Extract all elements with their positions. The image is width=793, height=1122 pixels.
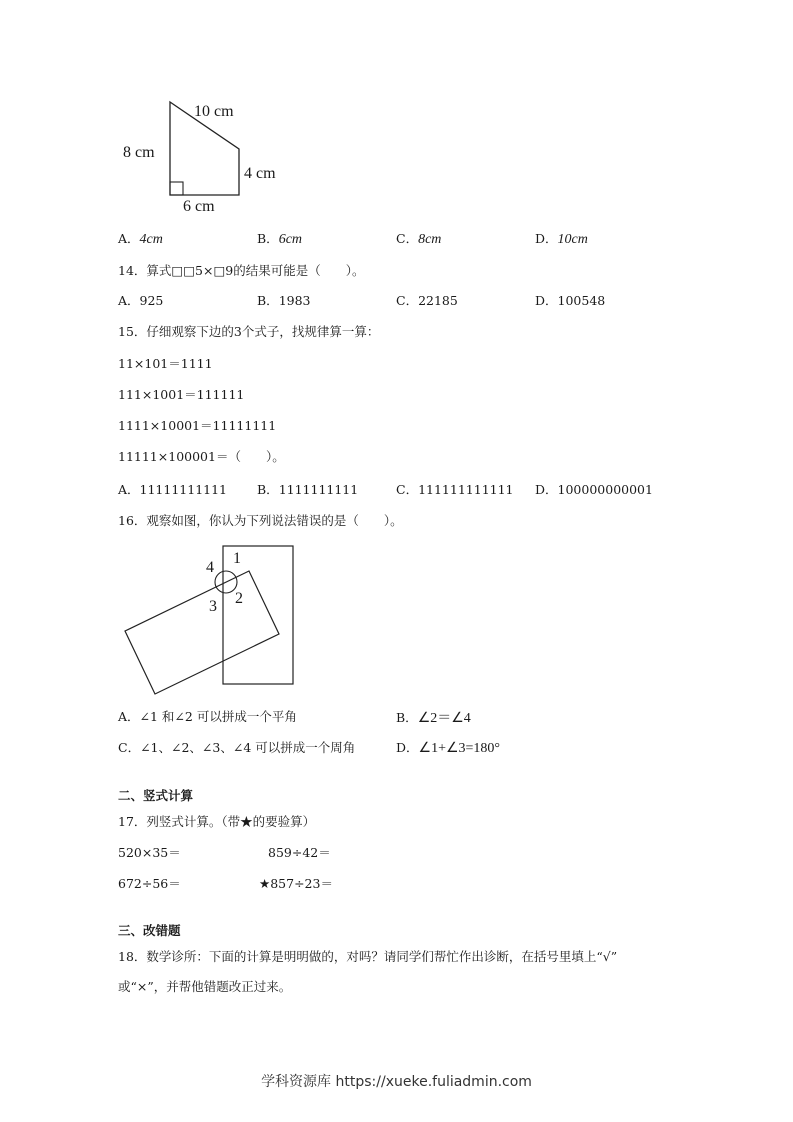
option-value: 11111111111 bbox=[139, 482, 228, 497]
option-value: ∠1 和∠2 可以拼成一个平角 bbox=[139, 709, 297, 724]
option-value: 925 bbox=[139, 293, 164, 308]
q17-stem: 17．列竖式计算。（带★的要验算） bbox=[118, 814, 316, 829]
option-letter: C． bbox=[396, 482, 419, 497]
option-value: 6cm bbox=[278, 232, 303, 247]
option-letter: D． bbox=[535, 293, 558, 308]
option-letter: D． bbox=[535, 231, 558, 246]
option-letter: A． bbox=[118, 231, 140, 246]
q14-stem: 14．算式□□5×□9的结果可能是（ ）。 bbox=[118, 263, 365, 278]
side-left-label: 8 cm bbox=[123, 144, 155, 161]
option-value: ∠1、∠2、∠3、∠4 可以拼成一个周角 bbox=[140, 740, 356, 755]
calc-item-4: ★857÷23＝ bbox=[259, 876, 333, 891]
calc-item-1: 520×35＝ bbox=[118, 845, 181, 860]
q16-option-d[interactable] bbox=[396, 738, 500, 757]
angle-3-label: 3 bbox=[209, 598, 217, 615]
q15-line-1: 11×101＝1111 bbox=[118, 356, 213, 371]
section-2-heading: 二、竖式计算 bbox=[118, 788, 194, 803]
section-3-heading: 三、改错题 bbox=[118, 923, 181, 938]
option-value: 111111111111 bbox=[418, 482, 514, 497]
option-value: 1111111111 bbox=[278, 482, 359, 497]
option-letter: C． bbox=[396, 293, 419, 308]
option-letter: C． bbox=[396, 231, 419, 246]
option-letter: B． bbox=[257, 231, 279, 246]
q15-line-4: 11111×100001＝（ ）。 bbox=[118, 449, 285, 464]
option-letter: D． bbox=[535, 482, 558, 497]
option-letter: A． bbox=[118, 293, 140, 308]
side-right-label: 4 cm bbox=[244, 165, 276, 182]
calc-item-2: 859÷42＝ bbox=[268, 845, 331, 860]
option-letter: A． bbox=[118, 482, 140, 497]
option-value: 8cm bbox=[418, 232, 442, 247]
option-letter: B． bbox=[257, 482, 279, 497]
option-letter: C． bbox=[118, 740, 141, 755]
footer-watermark: 学科资源库 https://xueke.fuliadmin.com bbox=[261, 1074, 532, 1090]
option-value: 100548 bbox=[557, 293, 606, 308]
q18-line-1: 18．数学诊所：下面的计算是明明做的，对吗？请同学们帮忙作出诊断，在括号里填上“√” bbox=[118, 949, 618, 964]
q16-stem: 16．观察如图，你认为下列说法错误的是（ ）。 bbox=[118, 513, 403, 528]
side-bottom-label: 6 cm bbox=[183, 198, 215, 215]
option-value: 1983 bbox=[278, 293, 311, 308]
q16-option-c[interactable] bbox=[118, 738, 355, 756]
option-letter: B． bbox=[396, 710, 418, 725]
calc-item-3: 672÷56＝ bbox=[118, 876, 181, 891]
q16-option-a[interactable] bbox=[118, 707, 297, 725]
side-top-label: 10 cm bbox=[194, 103, 234, 120]
option-value: 10cm bbox=[557, 232, 588, 247]
q15-line-3: 1111×10001＝11111111 bbox=[118, 418, 277, 433]
angle-2-label: 2 bbox=[235, 590, 243, 607]
option-letter: B． bbox=[257, 293, 279, 308]
q15-line-2: 111×1001＝111111 bbox=[118, 387, 245, 402]
q18-line-2: 或“×”，并帮他错题改正过来。 bbox=[118, 979, 292, 994]
option-value: 22185 bbox=[418, 293, 458, 308]
option-value: ∠1+∠3=180° bbox=[418, 741, 501, 756]
angle-1-label: 1 bbox=[233, 550, 241, 567]
option-letter: D． bbox=[396, 740, 419, 755]
option-value: ∠2＝∠4 bbox=[417, 711, 471, 726]
q15-stem: 15．仔细观察下边的3个式子，找规律算一算： bbox=[118, 324, 380, 339]
option-letter: A． bbox=[118, 709, 140, 724]
angle-4-label: 4 bbox=[206, 559, 214, 576]
q16-option-b[interactable] bbox=[396, 707, 471, 727]
option-value: 100000000001 bbox=[557, 482, 653, 497]
option-value: 4cm bbox=[139, 232, 163, 247]
